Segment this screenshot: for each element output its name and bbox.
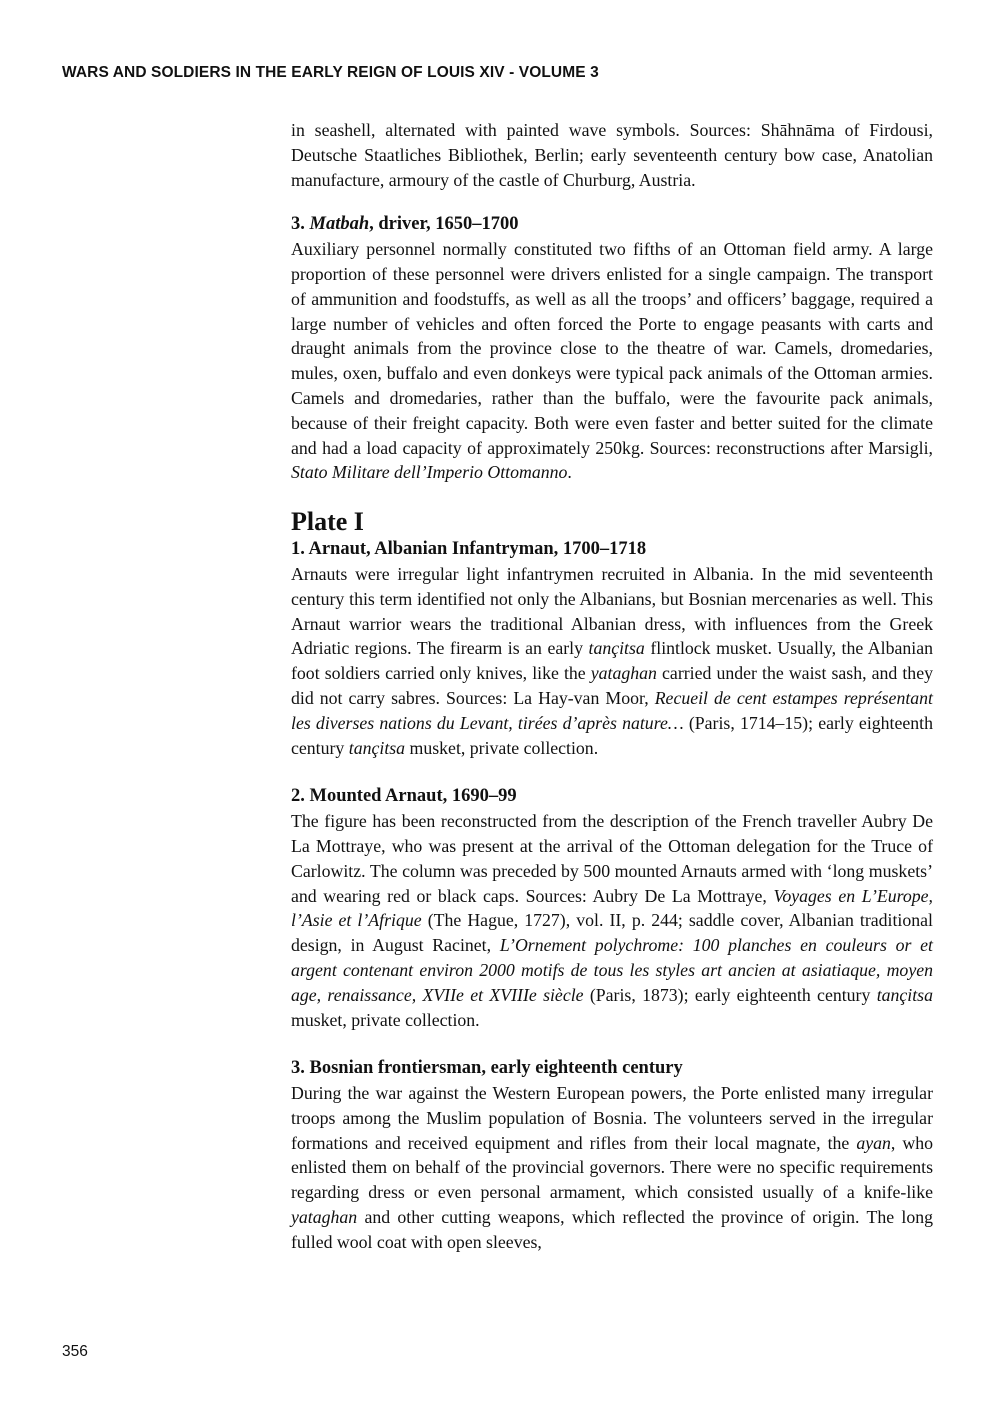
plate-title: Plate I: [291, 507, 364, 537]
italic-text: Recueil de cent estampes représentant les diverses nations du Levant, tirées d’après nature…: [291, 687, 933, 733]
heading-italic-term: Matbah: [309, 214, 370, 235]
italic-text: tançitsa: [588, 638, 645, 659]
text-run: , who enlisted them on behalf of the provincial governors. There were no specific requirements regarding dress or even personal armament, which consisted usually of a knife-like: [291, 1132, 933, 1203]
section-arnaut-infantryman: [291, 537, 933, 760]
text-run: Auxiliary personnel normally constituted two fifths of an Ottoman field army. A large proportion of these personnel were drivers enlisted for a single campaign. The transport of ammunition and foodstuffs, as well as all the troops’ and officers’ baggage, required a large number of vehicles and often forced the Porte to engage peasants with carts and draught animals from the province close to the theatre of war. Camels, dromedaries, mules, oxen, buffalo and even donkeys were typical pack animals of the Ottoman armies. Camels and dromedaries, rather than the buffalo, were the favourite pack animals, because of their freight capacity. Both were even faster and better suited for the climate and had a load capacity of approximately 250kg. Sources: reconstructions after Marsigli,: [291, 239, 933, 458]
section-heading: 3. Matbah, driver, 1650–1700: [291, 214, 519, 235]
page-number: 356: [62, 1343, 88, 1360]
italic-text: yataghan: [291, 1207, 358, 1228]
italic-text: yataghan: [590, 663, 657, 684]
text-run: During the war against the Western European powers, the Porte enlisted many irregular troops among the Muslim population of Bosnia. The volunteers served in the irregular formations and received equipment and rifles from their local magnate, the: [291, 1083, 933, 1153]
continuation-paragraph: [291, 118, 933, 192]
section-heading: 2. Mounted Arnaut, 1690–99: [291, 786, 517, 807]
text-run: flintlock musket. Usually, the Albanian foot soldiers carried only knives, like the: [291, 638, 933, 684]
text-run: in seashell, alternated with painted wave symbols. Sources: Shāhnāma of Firdousi, Deutsche Staatliches Bibliothek, Berlin; early seventeenth century bow case, Anatolian manufacture, armoury of the castle of Churburg, Austria.: [291, 120, 933, 190]
italic-text: Stato Militare dell’Imperio Ottomanno: [291, 462, 568, 483]
section-heading: 3. Bosnian frontiersman, early eighteenth century: [291, 1058, 683, 1079]
text-run: (Paris, 1873); early eighteenth century: [583, 984, 877, 1005]
text-run: .: [567, 462, 572, 483]
italic-text: ayan: [856, 1132, 891, 1153]
section-body: [291, 809, 933, 1032]
text-run: (Paris, 1714–15); early eighteenth century: [291, 712, 933, 758]
text-run: musket, private collection.: [291, 1009, 480, 1030]
italic-text: tançitsa: [876, 984, 933, 1005]
section-bosnian-frontiersman: [291, 1056, 933, 1254]
text-run: The figure has been reconstructed from the description of the French traveller Aubry De La Mottraye, who was present at the arrival of the Ottoman delegation for the Truce of Carlowitz. The column was preceded by 500 mounted Arnauts armed with ‘long muskets’ and wearing red or black caps. Sources: Aubry De La Mottraye,: [291, 811, 933, 906]
italic-text: tançitsa: [348, 737, 406, 758]
italic-text: L’Ornement polychrome: 100 planches en couleurs or et argent contenant environ 2000 motifs de tous les styles art ancien at asiatiaque, moyen age, renaissance, XVIIe et XVIIIe siècle: [291, 935, 933, 1005]
section-mounted-arnaut: [291, 784, 933, 1032]
text-run: carried under the waist sash, and they did not carry sabres. Sources: La Hay-van Moor,: [291, 663, 933, 708]
text-run: Arnauts were irregular light infantrymen recruited in Albania. In the mid seventeenth century this term identified not only the Albanians, but Bosnian mercenaries as well. This Arnaut warrior wears the traditional Albanian dress, with influences from the Greek Adriatic regions. The firearm is an early: [291, 563, 933, 659]
text-run: (The Hague, 1727), vol. II, p. 244; saddle cover, Albanian traditional design, in August Racinet,: [291, 910, 933, 956]
section-matbah-driver: [291, 212, 933, 485]
italic-text: Voyages en L’Europe, l’Asie et l’Afrique: [291, 885, 933, 931]
main-text-column: [291, 118, 933, 1255]
section-body: [291, 562, 933, 760]
text-run: and other cutting weapons, which reflected the province of origin. The long fulled wool coat with open sleeves,: [291, 1207, 933, 1252]
section-body: [291, 237, 933, 485]
section-heading: 1. Arnaut, Albanian Infantryman, 1700–1718: [291, 539, 647, 560]
running-header: WARS AND SOLDIERS IN THE EARLY REIGN OF LOUIS XIV - VOLUME 3: [62, 64, 599, 81]
text-run: musket, private collection.: [405, 737, 599, 758]
section-body: [291, 1081, 933, 1255]
